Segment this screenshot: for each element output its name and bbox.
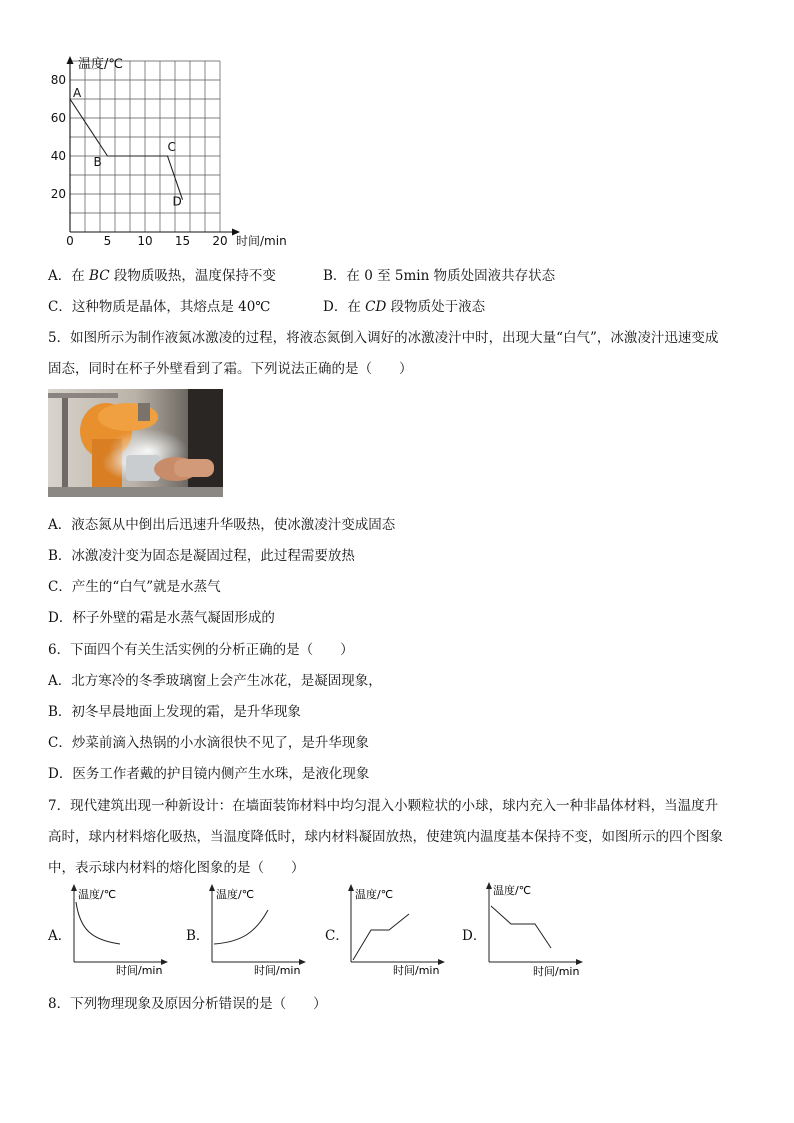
q7-option-a-letter: A．: [48, 928, 72, 944]
q7-graph-d-x-title: 时间/min: [533, 965, 580, 978]
q7-option-d-letter: D．: [462, 928, 487, 944]
q6-option-a: A．北方寒冷的冬季玻璃窗上会产生冰花，是凝固现象，: [48, 673, 382, 689]
q7-option-c-letter: C．: [325, 928, 349, 944]
point-label-d: D: [172, 194, 182, 209]
q7-graph-b: [202, 882, 312, 978]
q4-option-a: A．在 BC 段物质吸热，温度保持不变: [48, 268, 276, 284]
point-label-c: C: [167, 140, 176, 154]
y-axis-title: 温度/℃: [78, 57, 123, 72]
q5-option-d: D．杯子外壁的霜是水蒸气凝固形成的: [48, 610, 275, 626]
x-tick-label: 10: [137, 234, 153, 248]
q6-option-b: B．初冬早晨地面上发现的霜，是升华现象: [48, 704, 301, 720]
x-tick-label: 0: [66, 234, 74, 248]
point-label-a: A: [73, 86, 82, 100]
q7-graph-d-y-title: 温度/℃: [493, 884, 532, 897]
q5-option-a: A．液态氮从中倒出后迅速升华吸热，使冰激凌汁变成固态: [48, 517, 396, 533]
q7-stem-line-3: 中，表示球内材料的熔化图象的是（ ）: [48, 860, 305, 876]
q4-option-d: D．在 CD 段物质处于液态: [323, 299, 486, 315]
q8-stem: 8．下列物理现象及原因分析错误的是（ ）: [48, 996, 327, 1012]
y-tick-label: 40: [50, 149, 66, 163]
q7-graph-a-x-title: 时间/min: [116, 964, 163, 977]
y-tick-label: 60: [50, 111, 66, 125]
q7-graph-b-y-title: 温度/℃: [216, 888, 255, 901]
y-axis-arrow: [67, 56, 74, 64]
q7-graph-d: [479, 880, 591, 978]
graph-labels: [51, 56, 287, 248]
q7-option-b-letter: B．: [186, 928, 210, 944]
q4-option-b: B．在 0 至 5min 物质处固液共存状态: [323, 268, 556, 284]
q5-stem-line-1: 5．如图所示为制作液氮冰激凌的过程，将液态氮倒入调好的冰激凌汁中时，出现大量“白气”，冰激凌汁迅速变成: [48, 330, 719, 346]
q7-graph-a-y-title: 温度/℃: [78, 888, 117, 901]
x-tick-label: 15: [174, 234, 191, 248]
q7-graph-a: [64, 882, 174, 978]
q7-graph-c-y-title: 温度/℃: [355, 888, 394, 901]
q5-option-b: B．冰激凌汁变为固态是凝固过程，此过程需要放热: [48, 548, 355, 564]
graph-axes: [67, 56, 241, 236]
x-tick-label: 20: [212, 234, 228, 248]
x-tick-label: 5: [103, 234, 112, 248]
graph-grid: [70, 61, 220, 232]
q5-stem-line-2: 固态，同时在杯子外壁看到了霜。下列说法正确的是（ ）: [48, 361, 413, 377]
q6-option-c: C．炒菜前滴入热锅的小水滴很快不见了，是升华现象: [48, 735, 369, 751]
ice-cream-machine-photo: [48, 389, 223, 497]
q6-stem: 6．下面四个有关生活实例的分析正确的是（ ）: [48, 642, 354, 658]
q4-option-c: C．这种物质是晶体，其熔点是 40℃: [48, 299, 271, 315]
q7-graph-c: [341, 882, 451, 978]
q7-stem-line-1: 7．现代建筑出现一种新设计：在墙面装饰材料中均匀混入小颗粒状的小球，球内充入一种非晶体材料，当温度升: [48, 798, 719, 814]
q7-graph-b-x-title: 时间/min: [254, 964, 301, 977]
y-tick-label: 20: [50, 187, 66, 201]
q7-stem-line-2: 高时，球内材料熔化吸热，当温度降低时，球内材料凝固放热，使建筑内温度基本保持不变，如图所示的四个图象: [48, 829, 723, 845]
temperature-time-graph: [40, 50, 310, 250]
q5-option-c: C．产生的“白气”就是水蒸气: [48, 579, 221, 595]
point-label-b: B: [93, 155, 102, 169]
q6-option-d: D．医务工作者戴的护目镜内侧产生水珠，是液化现象: [48, 766, 370, 782]
q7-graph-c-x-title: 时间/min: [393, 964, 440, 977]
x-axis-title: 时间/min: [236, 234, 287, 248]
temperature-curve: [70, 99, 183, 200]
y-tick-label: 80: [50, 73, 66, 87]
